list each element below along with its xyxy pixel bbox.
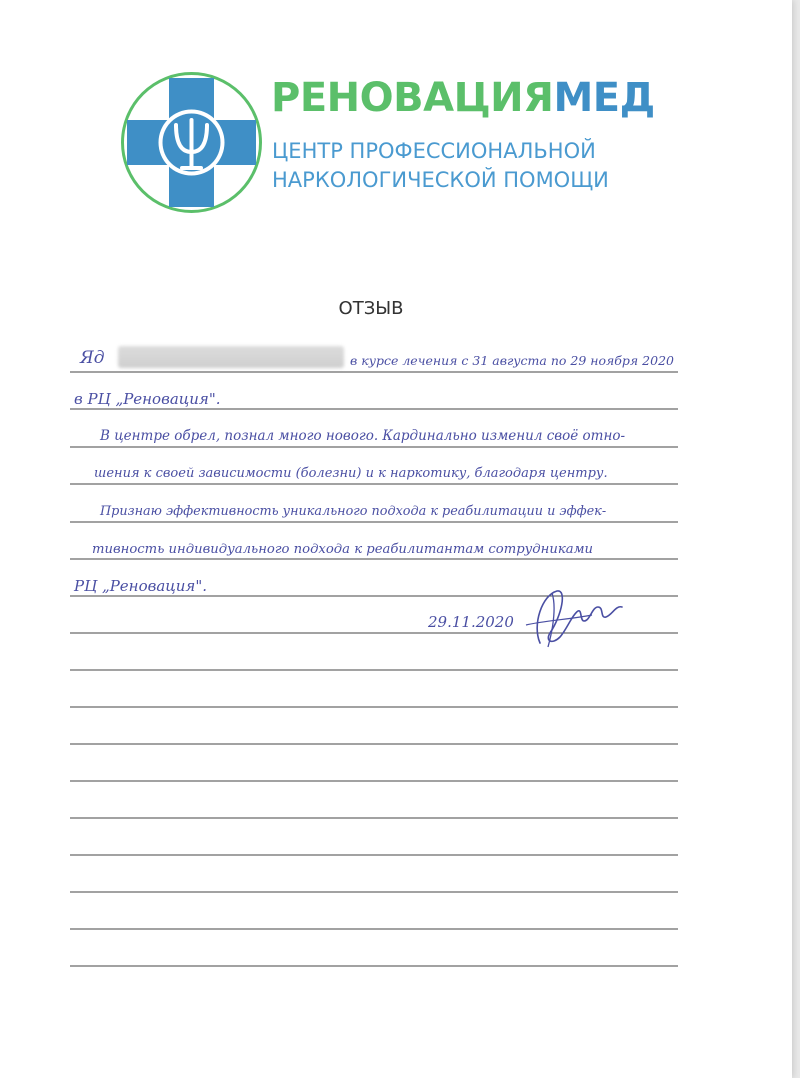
handwritten-line-3: В центре обрел, познал много нового. Кардинально изменил своё отно- (100, 428, 626, 444)
brand-name-part1: РЕНОВАЦИЯ (271, 75, 554, 121)
handwritten-line-5: Признаю эффективность уникального подхода к реабилитации и эффек- (100, 504, 607, 519)
handwritten-line-2: в РЦ „Реновация". (74, 390, 221, 408)
redacted-name (118, 346, 344, 368)
handwritten-line-1b: в курсе лечения с 31 августа по 29 ноября 2020 (350, 353, 674, 368)
tagline-line2: НАРКОЛОГИЧЕСКОЙ ПОМОЩИ (272, 168, 609, 192)
handwritten-line-4: шения к своей зависимости (болезни) и к наркотику, благодаря центру. (94, 466, 608, 481)
brand-name-part2: МЕД (553, 75, 655, 121)
handwritten-line-1a: Яд (80, 348, 105, 368)
signature (512, 585, 632, 650)
document-title: ОТЗЫВ (338, 298, 404, 319)
handwritten-line-6: тивность индивидуального подхода к реабилитантам сотрудниками (92, 542, 593, 557)
handwritten-line-7: РЦ „Реновация". (74, 577, 207, 595)
tagline-line1: ЦЕНТР ПРОФЕССИОНАЛЬНОЙ (272, 139, 596, 163)
handwritten-date: 29.11.2020 (428, 613, 514, 631)
